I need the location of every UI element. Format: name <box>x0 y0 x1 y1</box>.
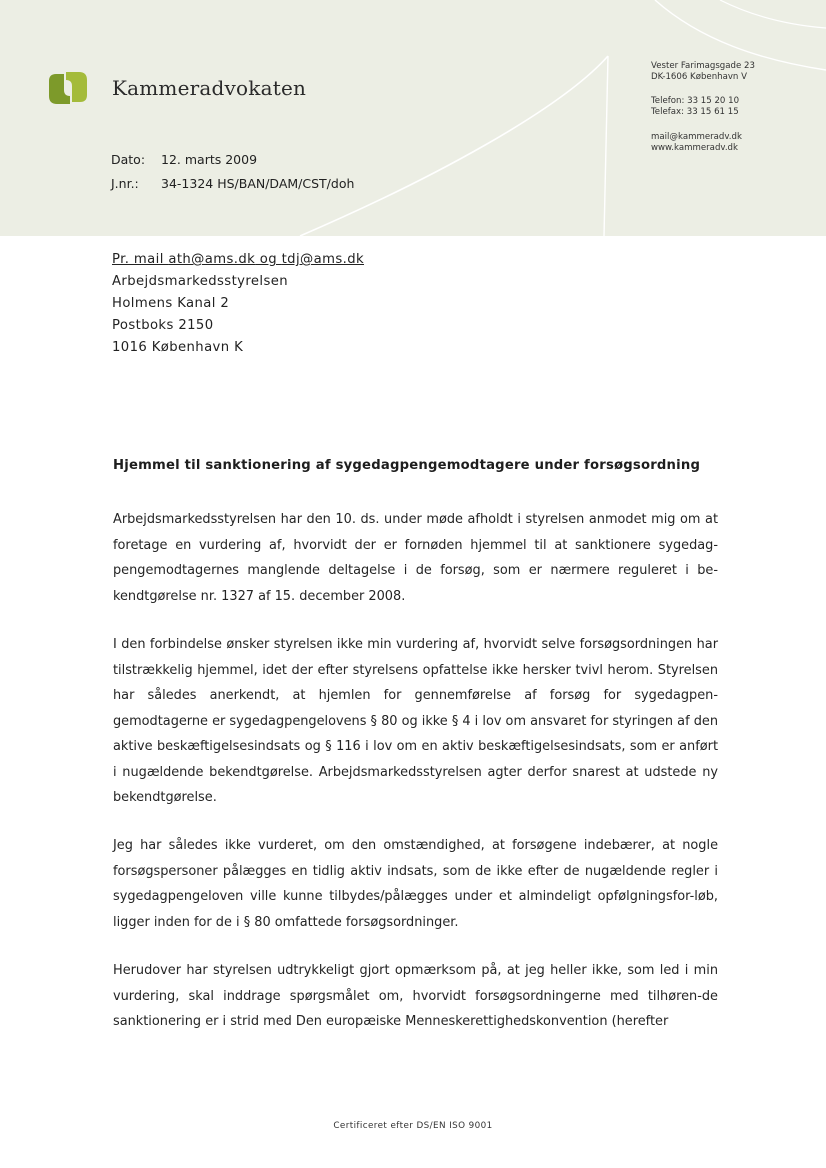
contact-city: DK-1606 København V <box>651 72 747 82</box>
date-value: 12. marts 2009 <box>161 152 258 167</box>
kammeradvokaten-logo <box>47 70 89 106</box>
contact-web: www.kammeradv.dk <box>651 143 738 153</box>
body-paragraph-4: Herudover har styrelsen udtrykkeligt gjort opmærksom på, at jeg heller ikke, som led i min vurdering, skal inddrage spørgsmålet om, hvorvidt forsøgsordningerne med tilhøren-de sanktionering er i strid med Den europæiske Menneskerettighedskonvention (herefter <box>113 963 718 1029</box>
recipient-via-line <box>112 249 364 271</box>
brand-name: Kammeradvokaten <box>112 76 307 100</box>
recipient-street: Holmens Kanal 2 <box>112 296 230 311</box>
contact-fax: Telefax: 33 15 61 15 <box>651 107 739 117</box>
recipient-email-2[interactable]: tdj@ams.dk <box>281 252 365 267</box>
via-joiner: og <box>255 252 282 267</box>
recipient-block <box>112 249 364 359</box>
jnr-label: J.nr.: <box>111 176 139 191</box>
letterhead-decoration <box>0 0 826 236</box>
contact-address <box>651 61 755 83</box>
jnr-row <box>111 176 354 191</box>
body-paragraph-3: Jeg har således ikke vurderet, om den omstændighed, at forsøgene indebærer, at nogle forsøgspersoner pålægges en tidlig aktiv indsats, som de ikke efter de nugældende regler i sygedagpengeloven ville kunne tilbydes/pålægges under et almindeligt opfølgningsfor-løb, ligger inden for de i § 80 omfattede forsøgsordninger. <box>113 838 718 930</box>
contact-street: Vester Farimagsgade 23 <box>651 61 755 71</box>
recipient-city: 1016 København K <box>112 340 244 355</box>
contact-online <box>651 132 742 154</box>
date-label: Dato: <box>111 152 146 167</box>
certification-footer: Certificeret efter DS/EN ISO 9001 <box>333 1121 493 1131</box>
letterhead <box>0 0 826 236</box>
contact-email: mail@kammeradv.dk <box>651 132 742 142</box>
body-paragraph-1: Arbejdsmarkedsstyrelsen har den 10. ds. under møde afholdt i styrelsen anmodet mig om at foretage en vurdering af, hvorvidt der er fornøden hjemmel til at sanktionere sygedag-pengemodtagernes manglende deltagelse i de forsøg, som er nærmere reguleret i be-kendtgørelse nr. 1327 af 15. december 2008. <box>113 512 718 604</box>
contact-phone: Telefon: 33 15 20 10 <box>651 96 740 106</box>
contact-phones <box>651 96 739 118</box>
jnr-value: 34-1324 HS/BAN/DAM/CST/doh <box>161 176 355 191</box>
recipient-name: Arbejdsmarkedsstyrelsen <box>112 274 289 289</box>
via-prefix: Pr. mail <box>112 252 169 267</box>
recipient-email-1[interactable]: ath@ams.dk <box>168 252 256 267</box>
letter-subject: Hjemmel til sanktionering af sygedagpengemodtagere under forsøgsordning <box>113 458 701 473</box>
recipient-pobox: Postboks 2150 <box>112 318 214 333</box>
date-row <box>111 152 257 167</box>
body-paragraph-2: I den forbindelse ønsker styrelsen ikke min vurdering af, hvorvidt selve forsøgsordningen har tilstrækkelig hjemmel, idet der efter styrelsens opfattelse ikke hersker tvivl herom. Styrelsen har således anerkendt, at hjemlen for gennemførelse af forsøg for sygedagpen-gemodtagerne er sygedagpengelovens § 80 og ikke § 4 i lov om ansvaret for styringen af den aktive beskæftigelsesindsats og § 116 i lov om en aktiv beskæftigelsesindsats, som er anført i nugældende bekendtgørelse. Arbejdsmarkedsstyrelsen agter derfor snarest at udstede ny bekendtgørelse. <box>113 637 718 805</box>
